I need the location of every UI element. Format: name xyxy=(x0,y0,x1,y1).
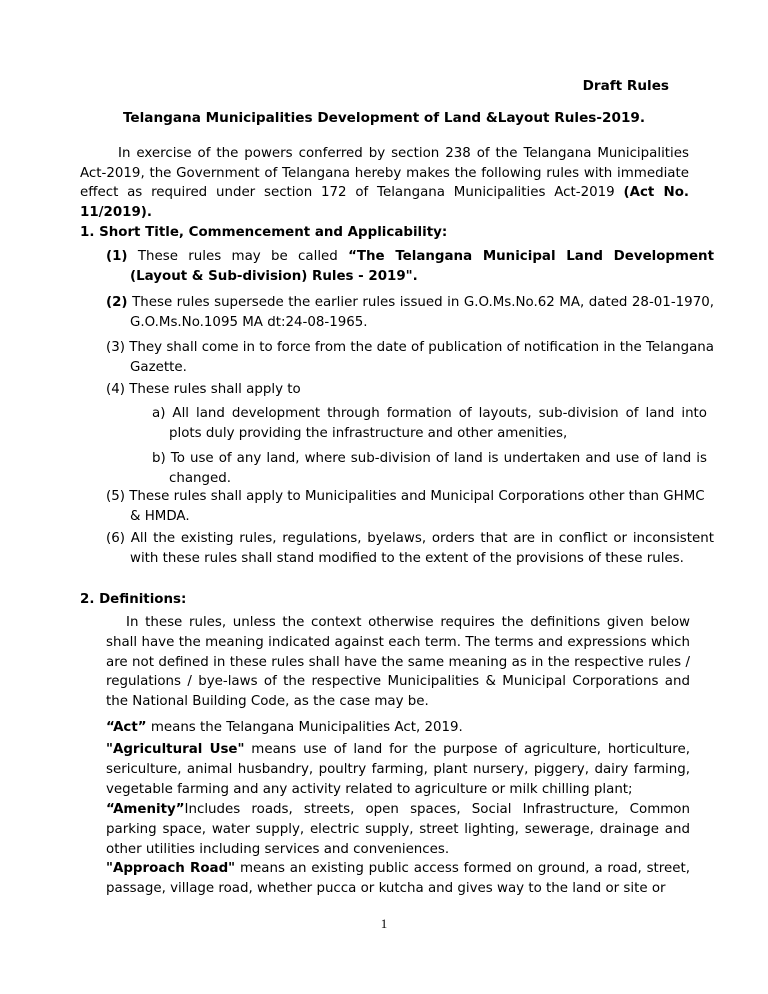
act-reference: (Act No. 11/2019). xyxy=(80,185,689,220)
definitions-intro: In these rules, unless the context otherwise requires the definitions given below shall have the meaning indicated against each term. The terms and expressions which are not defined in these rules shall have the same meaning as in the respective rules / regulations / bye-laws of the respective Municipalities & Municipal Corporations and the National Building Code, as the case may be. xyxy=(106,615,690,710)
section-2-heading: 2. Definitions: xyxy=(80,592,187,607)
intro-paragraph: In exercise of the powers conferred by section 238 of the Telangana Municipalities Act-2019, the Government of Telangana hereby makes the following rules with immediate effect as required under section 172 of Telangana Municipalities Act-2019 (Act No. 11/2019). xyxy=(80,146,689,220)
draft-label: Draft Rules xyxy=(582,78,669,94)
definition-approach-road: "Approach Road" means an existing public access formed on ground, a road, street, passage, village road, whether pucca or kutcha and gives way to the land or site or xyxy=(106,861,690,896)
rule-1-3: (3) They shall come in to force from the date of publication of notification in the Telangana Gazette. xyxy=(106,340,714,375)
rule-1-1: (1) These rules may be called “The Telangana Municipal Land Development (Layout & Sub-division) Rules - 2019". xyxy=(106,249,714,284)
rule-1-4-b: b) To use of any land, where sub-division of land is undertaken and use of land is changed. xyxy=(152,451,707,486)
definition-amenity: “Amenity”Includes roads, streets, open spaces, Social Infrastructure, Common parking space, water supply, electric supply, street lighting, sewerage, drainage and other utilities including services and conveniences. xyxy=(106,802,690,857)
document-title: Telangana Municipalities Development of Land &Layout Rules-2019. xyxy=(122,110,646,126)
definition-act: “Act” means the Telangana Municipalities Act, 2019. xyxy=(106,720,463,735)
definition-agricultural-use: "Agricultural Use" means use of land for the purpose of agriculture, horticulture, sericulture, animal husbandry, poultry farming, plant nursery, piggery, dairy farming, vegetable farming and any activity related to agriculture or milk chilling plant; xyxy=(106,742,690,797)
page-number: 1 xyxy=(380,916,388,931)
rule-1-4-a: a) All land development through formation of layouts, sub-division of land into plots duly providing the infrastructure and other amenities, xyxy=(152,406,707,441)
rule-1-4: (4) These rules shall apply to xyxy=(106,382,301,397)
section-1-heading: 1. Short Title, Commencement and Applicability: xyxy=(80,225,448,240)
rule-1-5: (5) These rules shall apply to Municipalities and Municipal Corporations other than GHMC & HMDA. xyxy=(106,489,705,524)
rule-1-6: (6) All the existing rules, regulations, byelaws, orders that are in conflict or inconsistent with these rules shall stand modified to the extent of the provisions of these rules. xyxy=(106,531,714,566)
rule-1-2: (2) These rules supersede the earlier rules issued in G.O.Ms.No.62 MA, dated 28-01-1970, G.O.Ms.No.1095 MA dt:24-08-1965. xyxy=(106,295,714,330)
